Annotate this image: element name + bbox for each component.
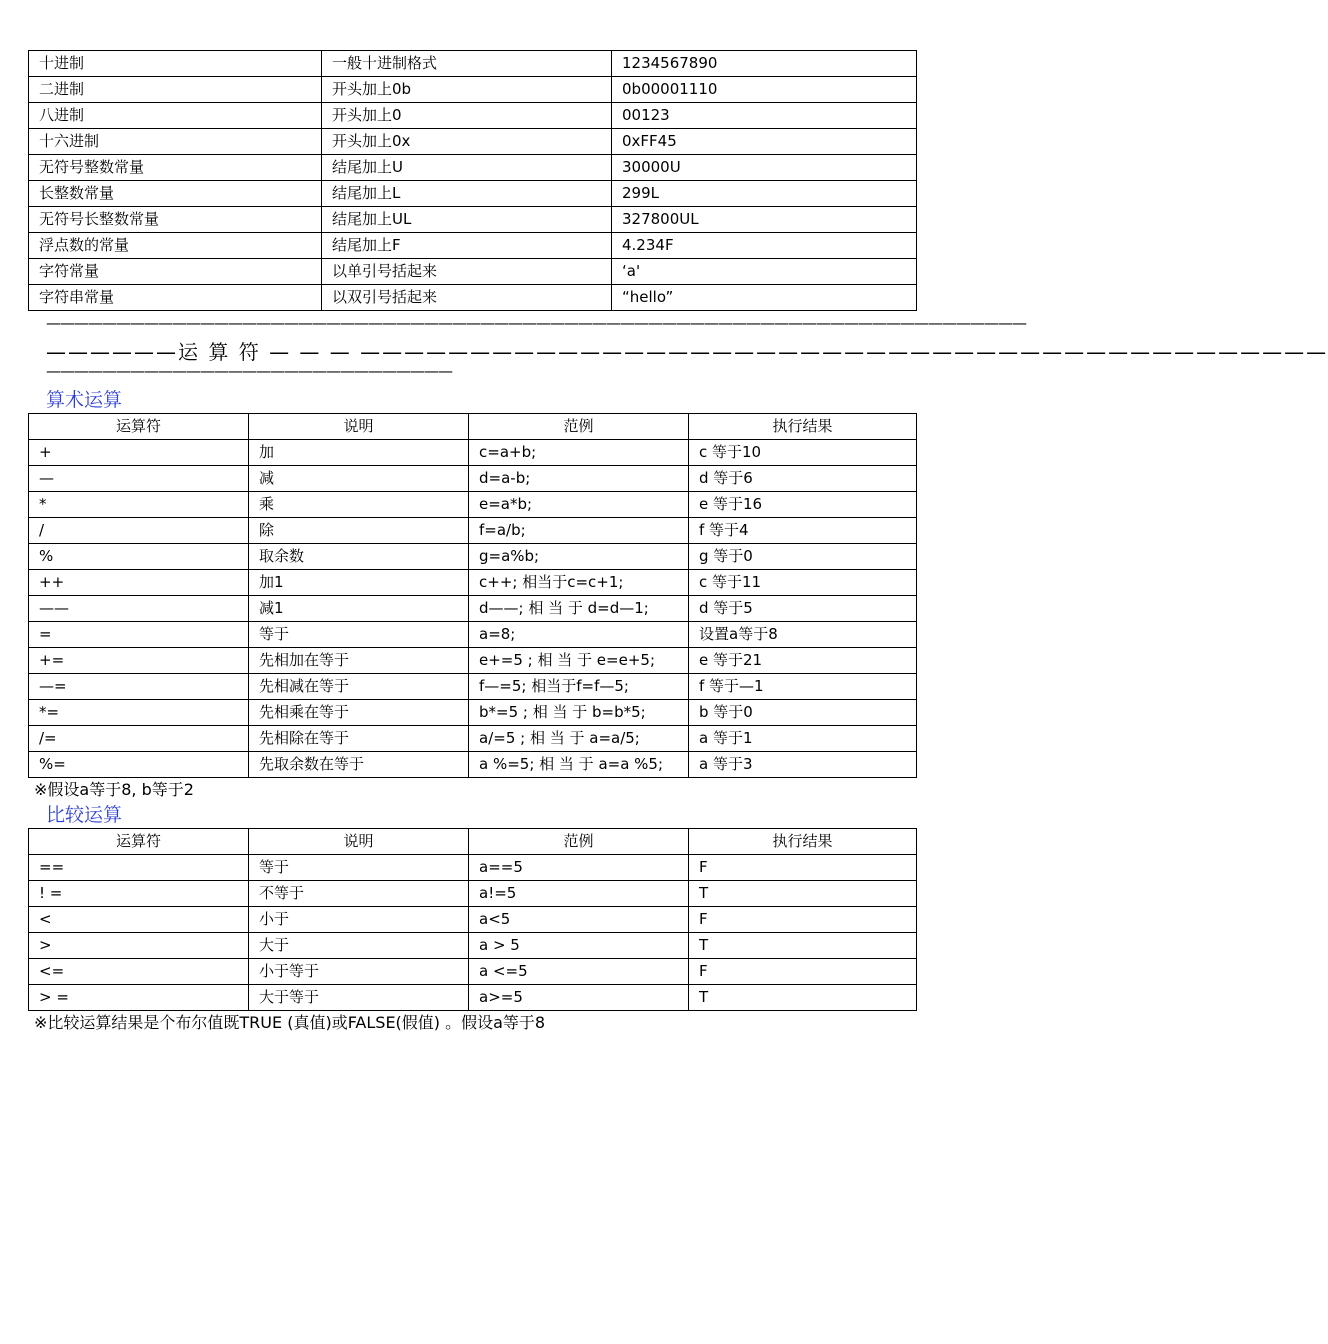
description-cell: 先相乘在等于 — [249, 700, 469, 726]
constants-table — [28, 50, 917, 311]
constant-type: 长整数常量 — [29, 181, 322, 207]
example-cell: b*=5 ; 相 当 于 b=b*5; — [469, 700, 689, 726]
constant-example: “hello” — [612, 285, 917, 311]
description-cell: 小于 — [249, 907, 469, 933]
constant-rule: 开头加上0b — [322, 77, 612, 103]
constant-example: 00123 — [612, 103, 917, 129]
table-row — [29, 959, 917, 985]
table-row — [29, 466, 917, 492]
result-cell: T — [689, 933, 917, 959]
constant-example: 0xFF45 — [612, 129, 917, 155]
constants-row — [29, 129, 917, 155]
constants-row — [29, 233, 917, 259]
example-cell: e=a*b; — [469, 492, 689, 518]
comparison-table — [28, 828, 917, 1011]
constant-type: 二进制 — [29, 77, 322, 103]
example-cell: c++; 相当于c=c+1; — [469, 570, 689, 596]
constant-rule: 开头加上0x — [322, 129, 612, 155]
operator-cell: <= — [29, 959, 249, 985]
comparison-note: ※比较运算结果是个布尔值既TRUE (真值)或FALSE(假值) 。假设a等于8 — [34, 1013, 546, 1032]
operator-cell: —— — [29, 596, 249, 622]
description-cell: 减 — [249, 466, 469, 492]
description-cell: 等于 — [249, 855, 469, 881]
constants-row — [29, 103, 917, 129]
table-row — [29, 596, 917, 622]
example-cell: a<5 — [469, 907, 689, 933]
example-cell: a > 5 — [469, 933, 689, 959]
constant-example: 1234567890 — [612, 51, 917, 77]
table-row — [29, 492, 917, 518]
constants-row — [29, 207, 917, 233]
header-result: 执行结果 — [689, 829, 917, 855]
table-row — [29, 440, 917, 466]
constant-example: 299L — [612, 181, 917, 207]
constant-rule: 一般十进制格式 — [322, 51, 612, 77]
header-operator: 运算符 — [29, 414, 249, 440]
comparison-title: 比较运算 — [46, 804, 123, 826]
result-cell: a 等于1 — [689, 726, 917, 752]
header-description: 说明 — [249, 414, 469, 440]
table-row — [29, 700, 917, 726]
operator-cell: /= — [29, 726, 249, 752]
arithmetic-header-row — [29, 414, 917, 440]
result-cell: e 等于21 — [689, 648, 917, 674]
example-cell: e+=5 ; 相 当 于 e=e+5; — [469, 648, 689, 674]
example-cell: a/=5 ; 相 当 于 a=a/5; — [469, 726, 689, 752]
divider-line: —————————————————————————————————————————————————————————————————————— — [46, 314, 1026, 332]
result-cell: a 等于3 — [689, 752, 917, 778]
table-row — [29, 881, 917, 907]
table-row — [29, 985, 917, 1011]
constant-rule: 以单引号括起来 — [322, 259, 612, 285]
example-cell: a %=5; 相 当 于 a=a %5; — [469, 752, 689, 778]
constant-example: 0b00001110 — [612, 77, 917, 103]
header-example: 范例 — [469, 414, 689, 440]
example-cell: c=a+b; — [469, 440, 689, 466]
result-cell: g 等于0 — [689, 544, 917, 570]
description-cell: 先相加在等于 — [249, 648, 469, 674]
table-row — [29, 907, 917, 933]
example-cell: d=a-b; — [469, 466, 689, 492]
table-row — [29, 752, 917, 778]
operator-cell: > — [29, 933, 249, 959]
result-cell: d 等于5 — [689, 596, 917, 622]
example-cell: d——; 相 当 于 d=d—1; — [469, 596, 689, 622]
description-cell: 大于等于 — [249, 985, 469, 1011]
description-cell: 减1 — [249, 596, 469, 622]
constants-row — [29, 77, 917, 103]
operator-cell: == — [29, 855, 249, 881]
operator-cell: *= — [29, 700, 249, 726]
result-cell: T — [689, 985, 917, 1011]
constants-row — [29, 155, 917, 181]
constant-type: 无符号长整数常量 — [29, 207, 322, 233]
result-cell: f 等于—1 — [689, 674, 917, 700]
constants-row — [29, 285, 917, 311]
result-cell: f 等于4 — [689, 518, 917, 544]
constant-type: 字符常量 — [29, 259, 322, 285]
description-cell: 大于 — [249, 933, 469, 959]
operator-cell: + — [29, 440, 249, 466]
constants-row — [29, 181, 917, 207]
constant-rule: 结尾加上UL — [322, 207, 612, 233]
arithmetic-table — [28, 413, 917, 778]
constant-rule: 结尾加上U — [322, 155, 612, 181]
operator-cell: = — [29, 622, 249, 648]
result-cell: F — [689, 855, 917, 881]
example-cell: g=a%b; — [469, 544, 689, 570]
result-cell: F — [689, 959, 917, 985]
result-cell: T — [689, 881, 917, 907]
description-cell: 不等于 — [249, 881, 469, 907]
description-cell: 等于 — [249, 622, 469, 648]
operator-cell: / — [29, 518, 249, 544]
constant-example: 327800UL — [612, 207, 917, 233]
operator-cell: > = — [29, 985, 249, 1011]
arithmetic-note: ※假设a等于8, b等于2 — [34, 780, 194, 799]
header-example: 范例 — [469, 829, 689, 855]
table-row — [29, 544, 917, 570]
result-cell: e 等于16 — [689, 492, 917, 518]
arithmetic-title: 算术运算 — [46, 389, 123, 411]
constant-type: 十进制 — [29, 51, 322, 77]
description-cell: 加1 — [249, 570, 469, 596]
result-cell: c 等于10 — [689, 440, 917, 466]
constant-example: 4.234F — [612, 233, 917, 259]
result-cell: d 等于6 — [689, 466, 917, 492]
operator-cell: % — [29, 544, 249, 570]
table-row — [29, 648, 917, 674]
example-cell: a==5 — [469, 855, 689, 881]
operators-heading-tail: ————————————————————————————— — [46, 362, 452, 380]
table-row — [29, 674, 917, 700]
operator-cell: ++ — [29, 570, 249, 596]
description-cell: 除 — [249, 518, 469, 544]
constant-example: 30000U — [612, 155, 917, 181]
table-row — [29, 933, 917, 959]
document-page — [28, 50, 1328, 1035]
operator-cell: ! = — [29, 881, 249, 907]
constant-rule: 以双引号括起来 — [322, 285, 612, 311]
table-row — [29, 518, 917, 544]
description-cell: 先取余数在等于 — [249, 752, 469, 778]
constants-row — [29, 259, 917, 285]
operator-cell: —= — [29, 674, 249, 700]
description-cell: 先相减在等于 — [249, 674, 469, 700]
operator-cell: < — [29, 907, 249, 933]
constant-type: 字符串常量 — [29, 285, 322, 311]
constant-example: ‘a' — [612, 259, 917, 285]
constant-rule: 开头加上0 — [322, 103, 612, 129]
operator-cell: %= — [29, 752, 249, 778]
header-result: 执行结果 — [689, 414, 917, 440]
constant-type: 浮点数的常量 — [29, 233, 322, 259]
description-cell: 先相除在等于 — [249, 726, 469, 752]
header-operator: 运算符 — [29, 829, 249, 855]
description-cell: 小于等于 — [249, 959, 469, 985]
operator-cell: * — [29, 492, 249, 518]
example-cell: f—=5; 相当于f=f—5; — [469, 674, 689, 700]
constant-rule: 结尾加上L — [322, 181, 612, 207]
operator-cell: += — [29, 648, 249, 674]
example-cell: f=a/b; — [469, 518, 689, 544]
comparison-header-row — [29, 829, 917, 855]
description-cell: 乘 — [249, 492, 469, 518]
constant-type: 八进制 — [29, 103, 322, 129]
result-cell: c 等于11 — [689, 570, 917, 596]
result-cell: F — [689, 907, 917, 933]
constant-type: 十六进制 — [29, 129, 322, 155]
constant-type: 无符号整数常量 — [29, 155, 322, 181]
table-row — [29, 726, 917, 752]
description-cell: 取余数 — [249, 544, 469, 570]
table-row — [29, 622, 917, 648]
operator-cell: — — [29, 466, 249, 492]
operators-heading: ——————运 算 符 — — — ———————————————————————————————————————————— — [46, 340, 1328, 364]
table-row — [29, 855, 917, 881]
example-cell: a <=5 — [469, 959, 689, 985]
result-cell: 设置a等于8 — [689, 622, 917, 648]
example-cell: a!=5 — [469, 881, 689, 907]
table-row — [29, 570, 917, 596]
constants-row — [29, 51, 917, 77]
example-cell: a=8; — [469, 622, 689, 648]
description-cell: 加 — [249, 440, 469, 466]
header-description: 说明 — [249, 829, 469, 855]
example-cell: a>=5 — [469, 985, 689, 1011]
result-cell: b 等于0 — [689, 700, 917, 726]
constant-rule: 结尾加上F — [322, 233, 612, 259]
